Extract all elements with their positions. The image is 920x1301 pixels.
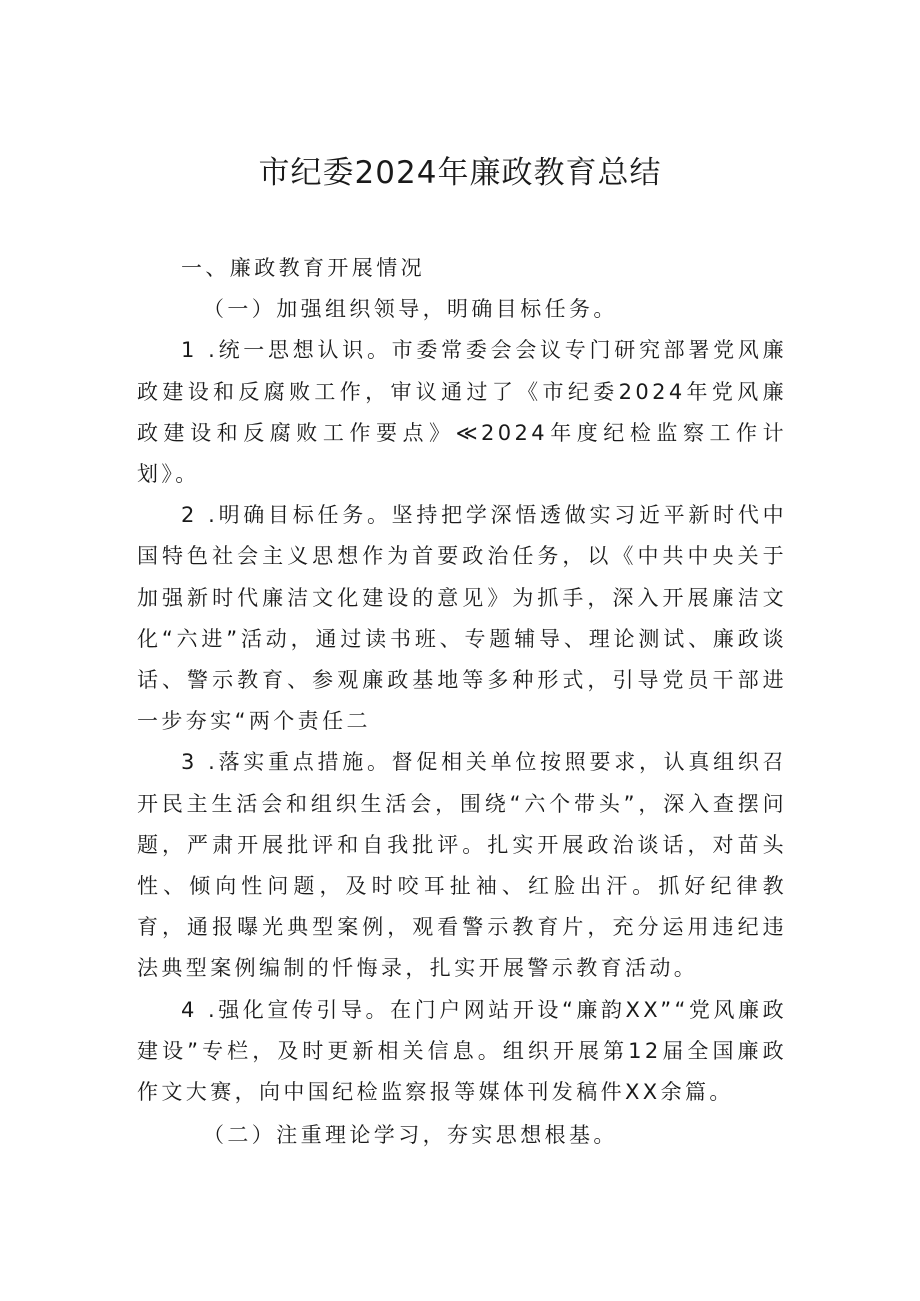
document-title: 市纪委2024年廉政教育总结	[258, 155, 662, 191]
paragraph-item-1: 1 .统一思想认识。市委常委会会议专门研究部署党风廉政建设和反腐败工作，审议通过了《市纪委2024年党风廉政建设和反腐败工作要点》≪2024年度纪检监察工作计划》。	[137, 338, 787, 487]
paragraph-item-2: 2 .明确目标任务。坚持把学深悟透做实习近平新时代中国特色社会主义思想作为首要政治任务，以《中共中央关于加强新时代廉洁文化建设的意见》为抓手，深入开展廉洁文化“六进”活动，通过读书班、专题辅导、理论测试、廉政谈话、警示教育、参观廉政基地等多种形式，引导党员干部进一步夯实“两个责任二	[137, 503, 787, 734]
paragraph-item-3: 3 .落实重点措施。督促相关单位按照要求，认真组织召开民主生活会和组织生活会，围绕“六个带头”，深入查摆问题，严肃开展批评和自我批评。扎实开展政治谈话，对苗头性、倾向性问题，及时咬耳扯袖、红脸出汗。抓好纪律教育，通报曝光典型案例，观看警示教育片，充分运用违纪违法典型案例编制的忏悔录，扎实开展警示教育活动。	[137, 750, 787, 981]
paragraph-item-4: 4 .强化宣传引导。在门户网站开设“廉韵XX”“党风廉政建设”专栏，及时更新相关信息。组织开展第12届全国廉政作文大赛，向中国纪检监察报等媒体刊发稿件XX余篇。	[137, 997, 787, 1105]
subsection-heading-2: （二）注重理论学习，夯实思想根基。	[203, 1123, 618, 1148]
subsection-heading-1: （一）加强组织领导，明确目标任务。	[203, 297, 618, 322]
section-heading-1: 一、廉政教育开展情况	[181, 256, 425, 280]
document-body	[137, 248, 787, 1156]
